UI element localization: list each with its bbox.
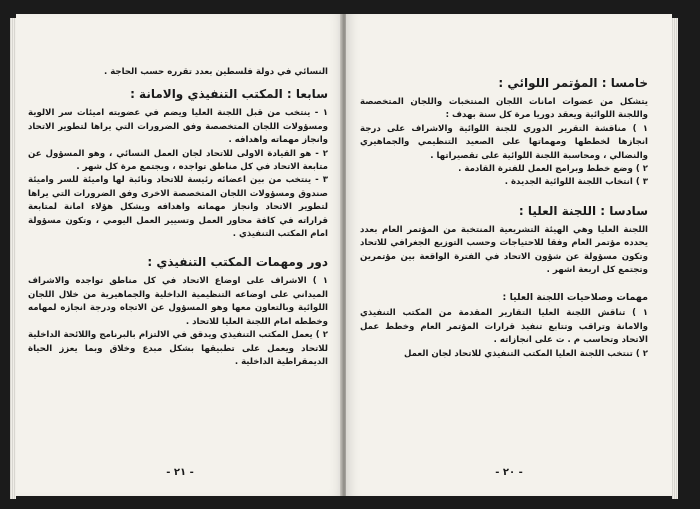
left-intro-text: النسائي في دولة فلسطين بعدد تقرره حسب الحاجة . (103, 67, 328, 77)
executive-duty-item-2: ٢ ) يعمل المكتب التنفيذي ويدقق في الالتزام بالبرنامج واللائحة الداخلية للاتحاد ويعمل على تطبيقها بشكل مبدع وخلاق وبما يعزز الحياة الديمقراطية الداخلية . (28, 330, 328, 367)
right-page-edge (672, 18, 678, 499)
right-page (346, 14, 672, 496)
left-page (16, 14, 344, 496)
section-5-item-3: ٣ ) انتخاب اللجنة اللوائية الجديدة . (504, 177, 648, 188)
left-page-number: - ٢١ - (166, 467, 194, 478)
powers-item-2: ٢ ) تنتخب اللجنة العليا المكتب التنفيذي للاتحاد لجان العمل (403, 348, 648, 359)
section-5-heading: خامسا : المؤتمر اللوائي : (498, 76, 648, 90)
section-5-item-1: ١ ) مناقشة التقرير الدوري للجنة اللوائية والاشراف على درجة انجازها لخططها ومهماتها على الصعيد التنظيمي والجماهيري والنضالي ، ومحاسبة اللجنة اللوائية على تقصيراتها . (360, 123, 648, 161)
higher-committee-powers-heading: مهمات وصلاحيات اللجنة العليا : (502, 292, 648, 304)
executive-duties-heading: دور ومهمات المكتب التنفيذي : (147, 255, 328, 270)
section-7-item-1: ١ - ينتخب من قبل اللجنة العليا ويضم في عضويته اميئات سر الالوية ومسؤولات اللجان المتخصصة وفق الضرورات التي يراها لتطوير الاتحاد وانجاز مهماته واهدافه . (28, 108, 328, 146)
section-6-heading: سادسا : اللجنة العليا : (518, 203, 648, 218)
executive-duty-item-1: ١ ) الاشراف على اوضاع الاتحاد في كل مناطق تواجده والاشراف الميداني على اوضاعه التنظيمية الداخلية والجماهيرية من خلال اللجان اللوائية وبالتعاون معها وهو المسؤول عن الاتجاه ودرجة انجازه لمهامه وخططه امام اللجنة العليا للاتحاد . (28, 276, 328, 327)
powers-item-1: ١ ) تناقش اللجنة العليا التقارير المقدمة من المكتب التنفيذي والامانة وتراقب وتتابع تنفيذ قرارات المؤتمر العام وخطط عمل الاتحاد وتحاسب م . ت على انجازاته . (360, 308, 648, 346)
section-5-item-2: ٢ ) وضع خطط وبرامج العمل للفترة القادمة . (458, 164, 648, 175)
right-page-number: - ٢٠ - (495, 467, 523, 478)
section-5-paragraph: يتشكل من عضوات امانات اللجان المنتخبات واللجان المتخصصة واللجنة اللوائية ويعقد دوريا مرة كل سنة بهدف : (360, 97, 648, 121)
section-7-item-3: ٣ - ينتخب من بين اعضائه رئيسة للاتحاد ونائبة لها واميئة للسر واميئة صندوق ومسؤولات اللجان المتخصصة الاخرى وفق الضرورات التي يراها لتطوير الاتحاد وانجاز مهماته واهدافه ويشكل هؤلاء امانة لمتابعة قراراته في كافة محاور العمل وتسيير العمل اليومي ، وتكون مسؤولة امام المكتب التنفيذي . (28, 175, 328, 240)
section-6-paragraph: اللجنة العليا وهي الهيئة التشريعية المنتخبة من المؤتمر العام بعدد يحدده مؤتمر العام وفقا للاحتياجات وحسب التوزيع الجغرافي للاتحاد وتكون مسؤولة عن شؤون الاتحاد في الفترة الواقعة بين مؤتمرين وتجتمع كل اربعة اشهر . (360, 224, 648, 276)
section-7-heading: سابعا : المكتب التنفيذي والامانة : (130, 87, 328, 102)
section-7-item-2: ٢ - هو القيادة الاولى للاتحاد لجان العمل النسائي ، وهو المسؤول عن متابعة الاتحاد في كل مناطق تواجده ، ويجتمع مرة كل شهر . (28, 148, 328, 173)
